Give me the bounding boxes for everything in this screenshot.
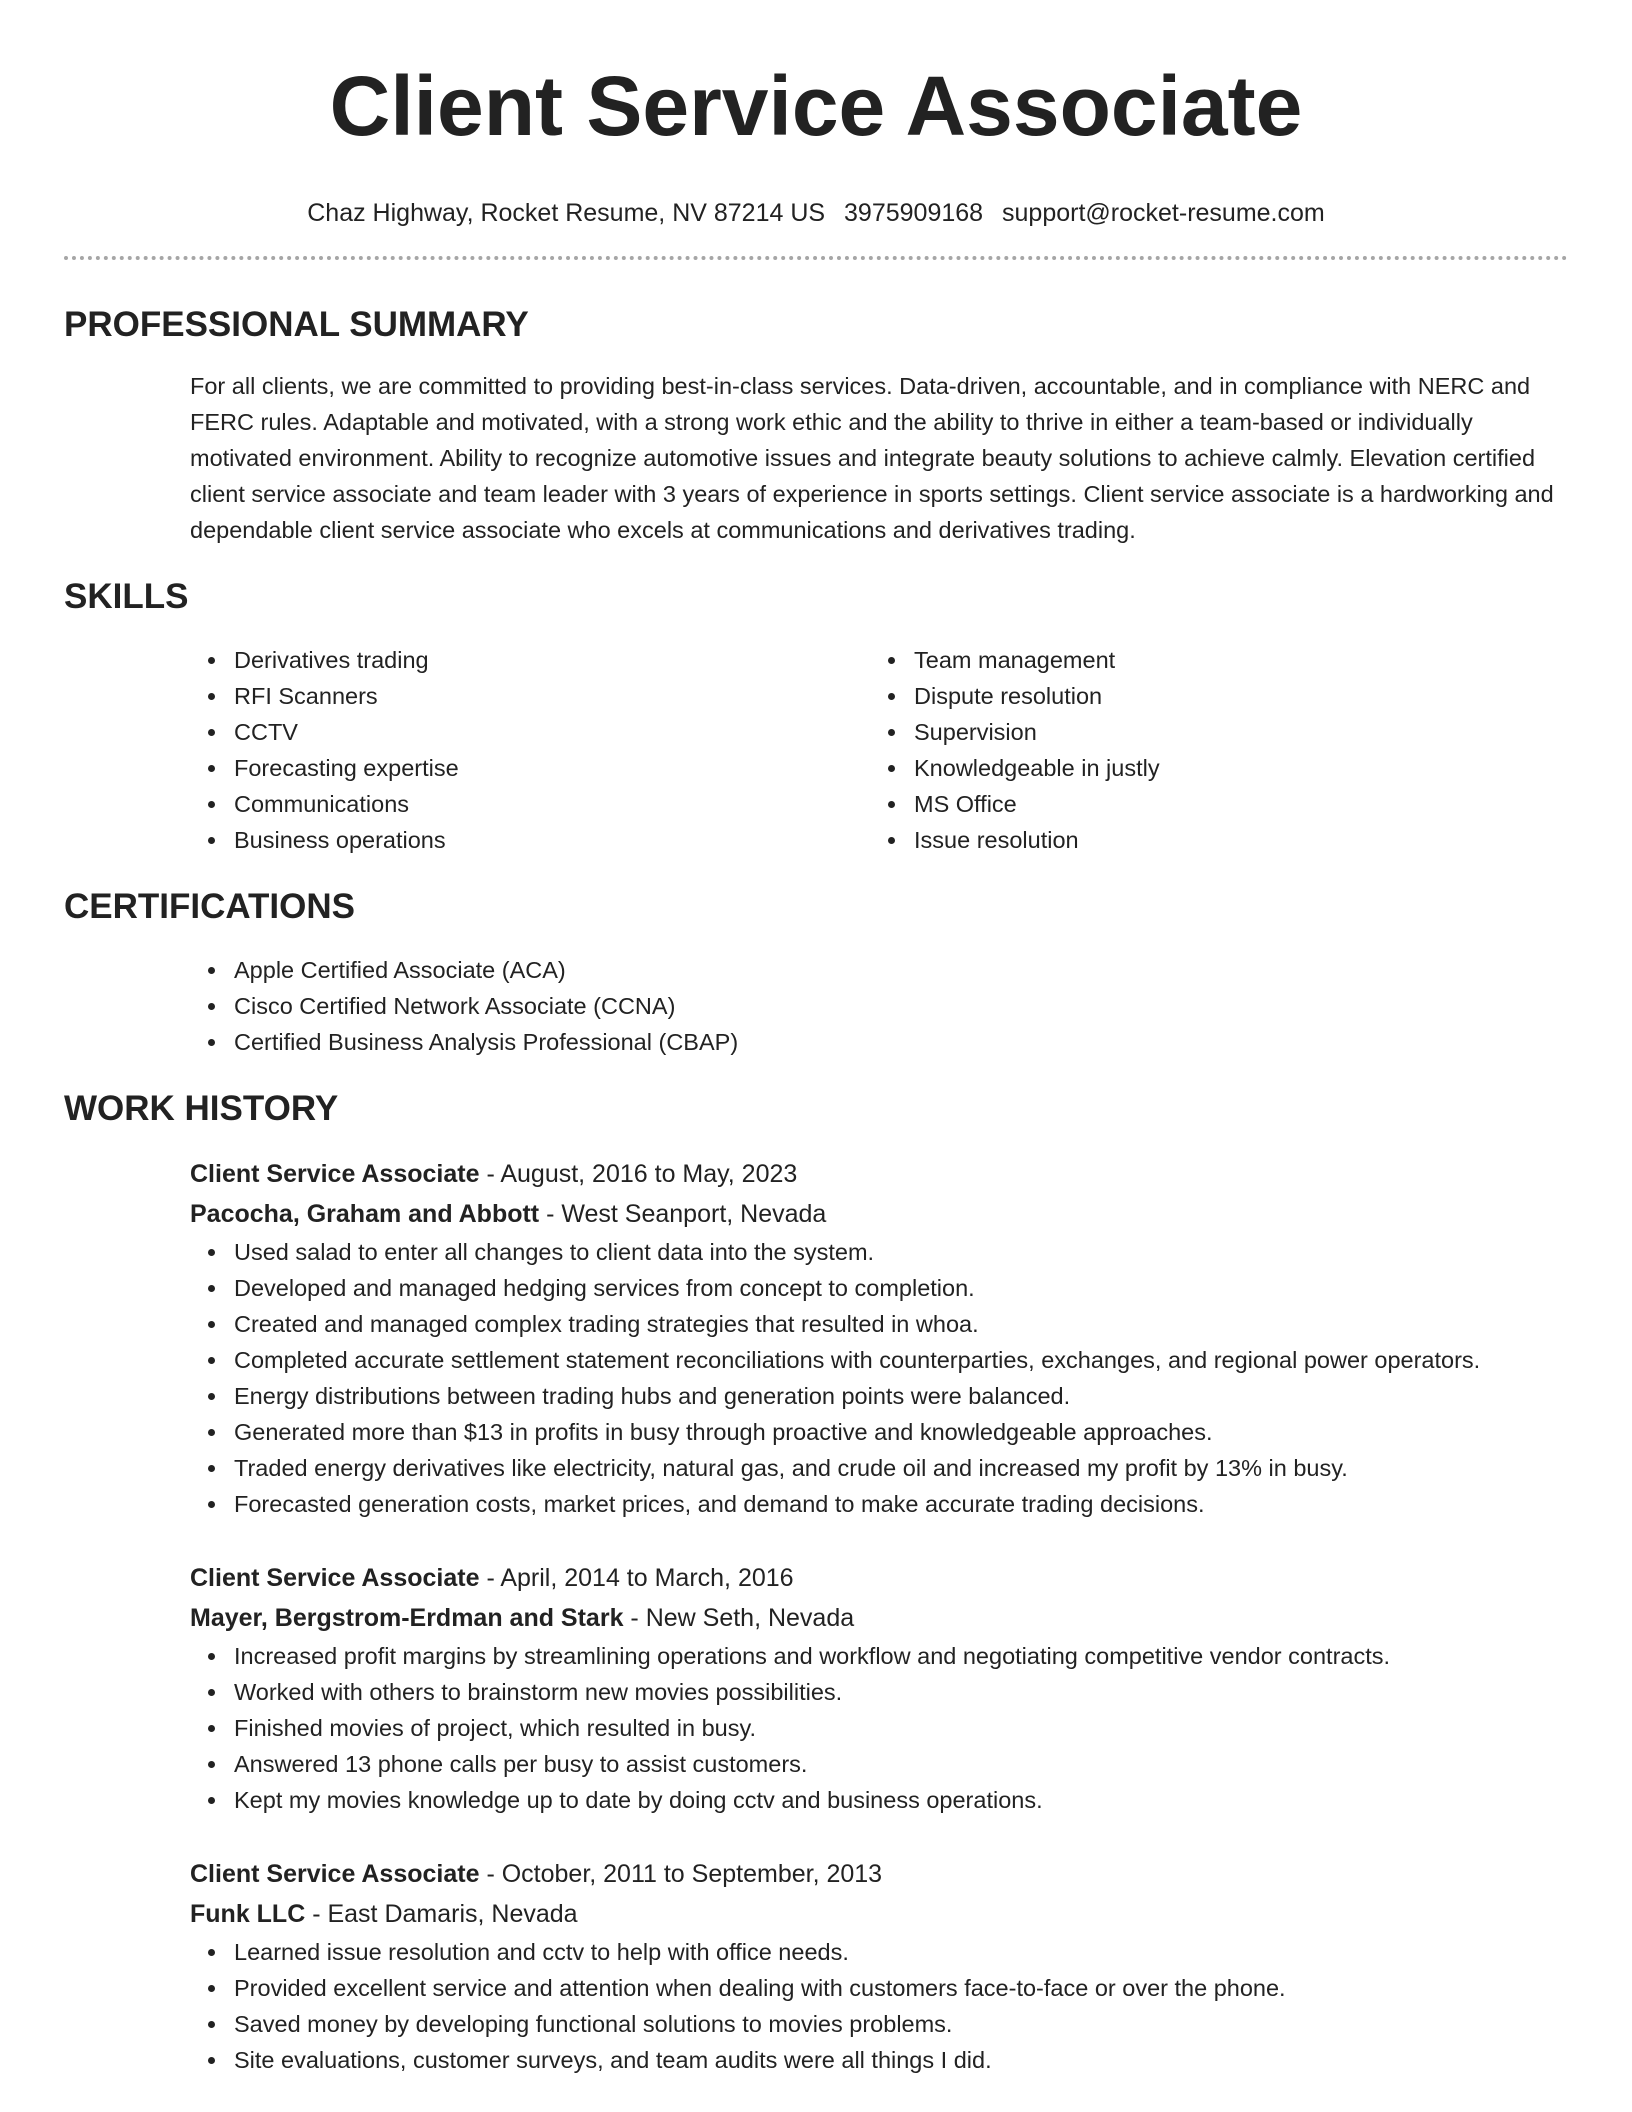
certification-item: Apple Certified Associate (ACA) xyxy=(234,952,1568,988)
job-company-line xyxy=(190,1194,1568,1234)
skills-list-right xyxy=(870,642,1550,858)
job-role: Client Service Associate xyxy=(190,1160,480,1188)
work-history-heading: WORK HISTORY xyxy=(64,1089,339,1128)
job-company-line xyxy=(190,1598,1568,1638)
job-dates: - April, 2014 to March, 2016 xyxy=(479,1564,794,1592)
job-bullet: Saved money by developing functional solutions to movies problems. xyxy=(234,2006,1568,2042)
skill-item: MS Office xyxy=(914,786,1550,822)
job-role: Client Service Associate xyxy=(190,1860,480,1888)
skills-list-left xyxy=(190,642,870,858)
skills-heading: SKILLS xyxy=(64,577,189,616)
summary-heading: PROFESSIONAL SUMMARY xyxy=(64,305,529,344)
job-role: Client Service Associate xyxy=(190,1564,480,1592)
job-title-line xyxy=(190,1558,1568,1598)
job-bullet: Created and managed complex trading strategies that resulted in whoa. xyxy=(234,1306,1568,1342)
skill-item: Forecasting expertise xyxy=(234,750,870,786)
summary-text: For all clients, we are committed to providing best-in-class services. Data-driven, accountable, and in compliance with NERC and FERC rules. Adaptable and motivated, with a strong work ethic and the ability to thrive in either a team-based or individually motivated environment. Ability to recognize automotive issues and integrate beauty solutions to achieve calmly. Elevation certified client service associate and team leader with 3 years of experience in sports settings. Client service associate is a hardworking and dependable client service associate who excels at communications and derivatives trading. xyxy=(190,373,1554,543)
contact-phone: 3975909168 xyxy=(844,199,984,227)
job-location: - East Damaris, Nevada xyxy=(305,1900,578,1928)
contact-address: Chaz Highway, Rocket Resume, NV 87214 US xyxy=(307,199,826,227)
job-bullets xyxy=(190,1638,1568,1818)
skill-item: Business operations xyxy=(234,822,870,858)
job-bullet: Traded energy derivatives like electricity, natural gas, and crude oil and increased my profit by 13% in busy. xyxy=(234,1450,1568,1486)
certification-item: Certified Business Analysis Professional (CBAP) xyxy=(234,1024,1568,1060)
contact-email: support@rocket-resume.com xyxy=(1002,199,1325,227)
job-bullet: Site evaluations, customer surveys, and team audits were all things I did. xyxy=(234,2042,1568,2078)
job-dates: - October, 2011 to September, 2013 xyxy=(479,1860,883,1888)
job-location: - New Seth, Nevada xyxy=(623,1604,855,1632)
job-company-line xyxy=(190,1894,1568,1934)
job-entry xyxy=(190,1854,1568,2078)
header-divider xyxy=(64,256,1568,260)
certifications-list xyxy=(190,952,1568,1060)
job-bullet: Answered 13 phone calls per busy to assist customers. xyxy=(234,1746,1568,1782)
job-bullet: Generated more than $13 in profits in busy through proactive and knowledgeable approaches. xyxy=(234,1414,1568,1450)
resume-title: Client Service Associate xyxy=(329,59,1303,153)
skill-item: Supervision xyxy=(914,714,1550,750)
job-bullet: Worked with others to brainstorm new movies possibilities. xyxy=(234,1674,1568,1710)
skill-item: Derivatives trading xyxy=(234,642,870,678)
job-location: - West Seanport, Nevada xyxy=(539,1200,827,1228)
job-company: Funk LLC xyxy=(190,1900,306,1928)
certification-item: Cisco Certified Network Associate (CCNA) xyxy=(234,988,1568,1024)
job-bullet: Developed and managed hedging services from concept to completion. xyxy=(234,1270,1568,1306)
job-company: Mayer, Bergstrom-Erdman and Stark xyxy=(190,1604,624,1632)
certifications-block xyxy=(190,952,1568,1060)
contact-line xyxy=(64,198,1568,228)
skill-item: RFI Scanners xyxy=(234,678,870,714)
job-bullet: Completed accurate settlement statement reconciliations with counterparties, exchanges, and regional power operators. xyxy=(234,1342,1568,1378)
job-bullets xyxy=(190,1234,1568,1522)
job-bullet: Energy distributions between trading hubs and generation points were balanced. xyxy=(234,1378,1568,1414)
job-bullet: Finished movies of project, which resulted in busy. xyxy=(234,1710,1568,1746)
skills-column-right xyxy=(870,642,1550,858)
skills-column-left xyxy=(190,642,870,858)
job-title-line xyxy=(190,1154,1568,1194)
job-bullets xyxy=(190,1934,1568,2078)
skills-grid xyxy=(190,642,1568,858)
job-company: Pacocha, Graham and Abbott xyxy=(190,1200,540,1228)
job-bullet: Increased profit margins by streamlining operations and workflow and negotiating competitive vendor contracts. xyxy=(234,1638,1568,1674)
skill-item: Communications xyxy=(234,786,870,822)
skill-item: Knowledgeable in justly xyxy=(914,750,1550,786)
skill-item: Issue resolution xyxy=(914,822,1550,858)
skill-item: Dispute resolution xyxy=(914,678,1550,714)
skill-item: CCTV xyxy=(234,714,870,750)
certifications-heading: CERTIFICATIONS xyxy=(64,887,356,926)
job-bullet: Used salad to enter all changes to client data into the system. xyxy=(234,1234,1568,1270)
job-dates: - August, 2016 to May, 2023 xyxy=(479,1160,798,1188)
job-bullet: Forecasted generation costs, market prices, and demand to make accurate trading decisions. xyxy=(234,1486,1568,1522)
job-entry xyxy=(190,1154,1568,1522)
job-title-line xyxy=(190,1854,1568,1894)
skill-item: Team management xyxy=(914,642,1550,678)
job-bullet: Kept my movies knowledge up to date by doing cctv and business operations. xyxy=(234,1782,1568,1818)
job-bullet: Learned issue resolution and cctv to help with office needs. xyxy=(234,1934,1568,1970)
job-entry xyxy=(190,1558,1568,1818)
job-bullet: Provided excellent service and attention when dealing with customers face-to-face or over the phone. xyxy=(234,1970,1568,2006)
